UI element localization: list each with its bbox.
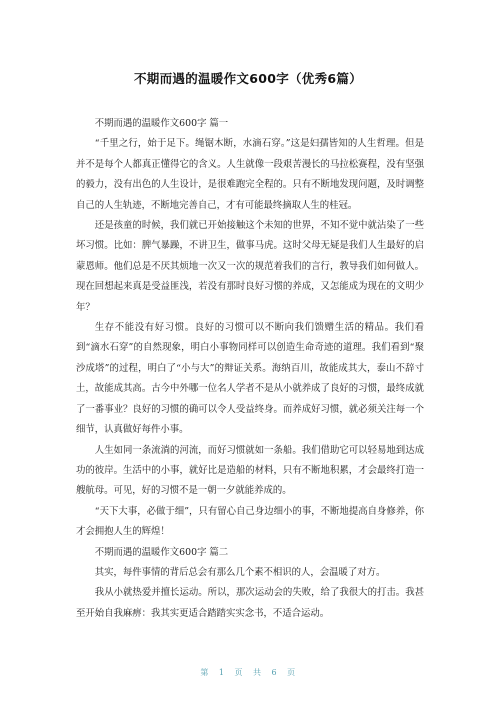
page-title: 不期而遇的温暖作文600字（优秀6篇） — [134, 71, 362, 86]
paragraph: 其实，每件事情的背后总会有那么几个素不相识的人，会温暖了对方。 — [94, 566, 386, 578]
paragraph: 生存不能没有好习惯。良好的习惯可以不断向我们馈赠生活的精品。我们看到“滴水石穿”的自然现象，明白小事物同样可以创造生命奇迹的道理。我们看到“聚沙成塔”的过程，明白了“小与大”的辩证关系。海纳百川，故能成其大，泰山不辞寸土，故能成其高。古今中外哪一位名人学者不是从小就养成了良好的习惯，最终成就了一番事业？良好的习惯的确可以令人受益终身。而养成好习惯，就必须关注每一个细节，认真做好每件小事。 — [76, 322, 424, 436]
footer-page-number: 1 — [218, 668, 225, 677]
paragraph: “千里之行，始于足下。绳锯木断，水滴石穿。”这是妇孺皆知的人生哲理。但是并不是每个人都真正懂得它的含义。人生就像一段艰苦漫长的马拉松赛程，没有坚强的毅力，没有出色的人生设计，是很难跑完全程的。只有不断地发现问题，及时调整自己的人生轨迹，不断地完善自己，才有可能最终摘取人生的桂冠。 — [76, 138, 424, 211]
paragraph: 人生如同一条流淌的河流，而好习惯就如一条船。我们借助它可以轻易地到达成功的彼岸。生活中的小事，就好比是造船的材料，只有不断地积累，才会最终打造一艘航母。可见，好的习惯不是一朝一夕就能养成的。 — [76, 444, 424, 497]
page-footer — [0, 667, 496, 678]
section-heading-2: 不期而遇的温暖作文600字 篇二 — [94, 546, 229, 558]
document-body — [76, 114, 424, 624]
paragraph: 我从小就热爱并擅长运动。所以，那次运动会的失败，给了我很大的打击。我甚至开始自我麻痹：我其实更适合踏踏实实念书，不适合运动。 — [76, 587, 424, 619]
footer-page-suffix: 页 — [234, 668, 243, 677]
paragraph: 还是孩童的时候，我们就已开始接触这个未知的世界，不知不觉中就沾染了一些坏习惯。比如：脾气暴躁，不讲卫生，做事马虎。这时父母无疑是我们人生最好的启蒙恩师。他们总是不厌其烦地一次又一次的规范着我们的言行，教导我们如何做人。现在回想起来真是受益匪浅，若没有那时良好习惯的养成，又怎能成为现在的文明少年？ — [76, 220, 424, 313]
paragraph: “天下大事，必做于细”，只有留心自己身边细小的事，不断地提高自身修养，你才会拥抱人生的辉煌！ — [76, 505, 424, 538]
footer-total-suffix: 页 — [287, 668, 296, 677]
footer-total-pages: 6 — [271, 668, 278, 677]
section-heading-1: 不期而遇的温暖作文600字 篇一 — [94, 118, 229, 129]
footer-total-label: 共 — [253, 668, 262, 677]
footer-page-label: 第 — [200, 668, 209, 677]
